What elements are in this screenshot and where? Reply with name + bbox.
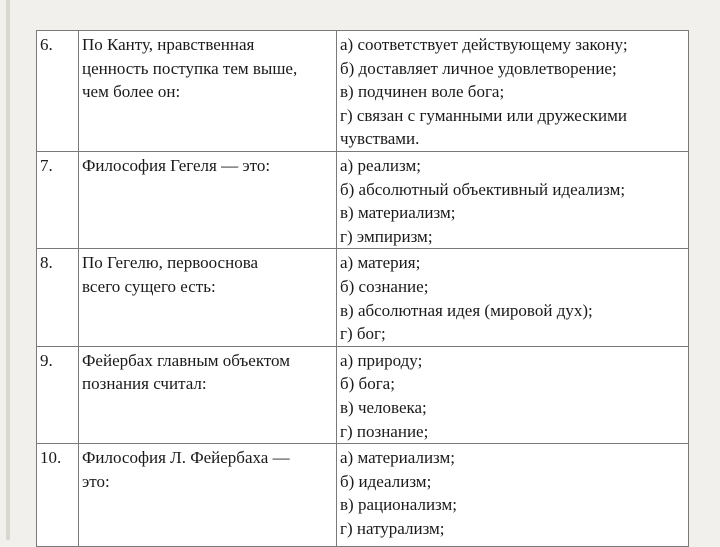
left-accent-rule xyxy=(6,0,10,540)
answer-option: чувствами. xyxy=(340,129,420,149)
question-row xyxy=(37,346,689,443)
question-number: 6. xyxy=(37,31,79,152)
answer-option: б) сознание; xyxy=(340,276,429,296)
answer-option: г) связан с гуманными или дружескими xyxy=(340,105,627,125)
question-number: 7. xyxy=(37,151,79,248)
question-line: Философия Гегеля — это: xyxy=(82,155,271,175)
question-text xyxy=(79,151,337,248)
question-row xyxy=(37,444,689,547)
answer-options xyxy=(337,31,689,152)
answer-option: в) человека; xyxy=(340,397,427,417)
question-text xyxy=(79,346,337,443)
answer-option: в) материализм; xyxy=(340,203,456,223)
answer-option: б) идеализм; xyxy=(340,471,432,491)
question-line: всего сущего есть: xyxy=(82,276,216,296)
question-row xyxy=(37,31,689,152)
answer-option: б) абсолютный объективный идеализм; xyxy=(340,179,626,199)
answer-option: в) рационализм; xyxy=(340,495,458,515)
quiz-table xyxy=(36,30,689,547)
question-line: познания считал: xyxy=(82,374,207,394)
answer-option: а) материализм; xyxy=(340,448,456,468)
question-line: По Гегелю, первооснова xyxy=(82,253,259,273)
answer-options xyxy=(337,346,689,443)
question-line: ценность поступка тем выше, xyxy=(82,58,298,78)
answer-option: а) материя; xyxy=(340,253,421,273)
answer-option: г) бог; xyxy=(340,324,386,344)
answer-option: в) подчинен воле бога; xyxy=(340,82,505,102)
answer-option: в) абсолютная идея (мировой дух); xyxy=(340,300,593,320)
question-text xyxy=(79,444,337,547)
question-number: 9. xyxy=(37,346,79,443)
question-text xyxy=(79,249,337,346)
answer-option: г) познание; xyxy=(340,421,429,441)
answer-option: а) соответствует действующему закону; xyxy=(340,35,628,54)
question-line: Фейербах главным объектом xyxy=(82,350,290,370)
answer-option: а) природу; xyxy=(340,350,423,370)
answer-options xyxy=(337,151,689,248)
question-number: 8. xyxy=(37,249,79,346)
answer-options xyxy=(337,249,689,346)
question-line: чем более он: xyxy=(82,82,181,102)
question-row xyxy=(37,151,689,248)
answer-option: а) реализм; xyxy=(340,155,421,175)
question-text xyxy=(79,31,337,152)
question-line: это: xyxy=(82,471,110,491)
question-line: Философия Л. Фейербаха — xyxy=(82,448,290,468)
answer-option: б) доставляет личное удовлетворение; xyxy=(340,58,617,78)
question-row xyxy=(37,249,689,346)
answer-option: б) бога; xyxy=(340,374,395,394)
question-number: 10. xyxy=(37,444,79,547)
answer-options xyxy=(337,444,689,547)
answer-option: г) эмпиризм; xyxy=(340,226,433,246)
answer-option: г) натурализм; xyxy=(340,518,445,538)
question-line: По Канту, нравственная xyxy=(82,35,255,54)
